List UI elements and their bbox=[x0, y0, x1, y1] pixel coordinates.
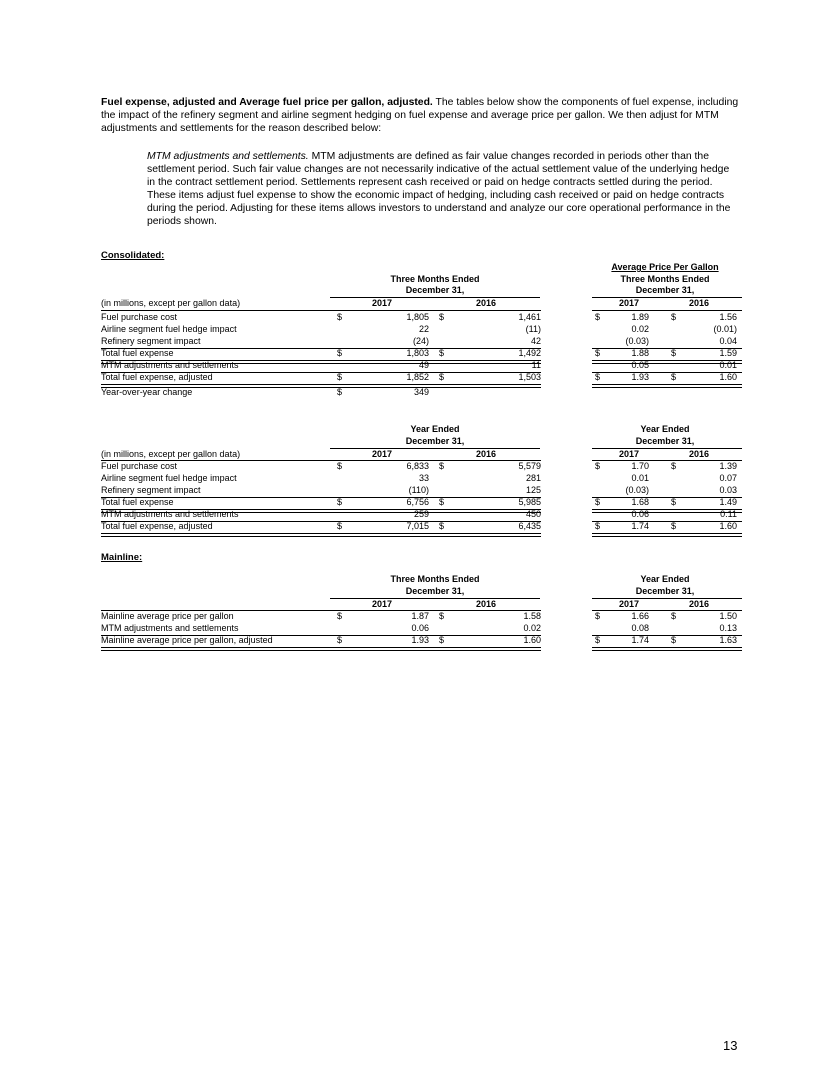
fy-price-period-header: Year Ended bbox=[640, 424, 690, 434]
q4-price-2016: 0.01 bbox=[719, 360, 737, 370]
currency-symbol: $ bbox=[337, 635, 343, 645]
currency-symbol: $ bbox=[439, 348, 445, 358]
fy-value-2016: 281 bbox=[525, 473, 541, 483]
fy-price-2016: 1.60 bbox=[719, 521, 737, 531]
fy-price-rule bbox=[592, 509, 742, 513]
currency-symbol: $ bbox=[671, 497, 677, 507]
currency-symbol: $ bbox=[671, 372, 677, 382]
fy-value-2017: 33 bbox=[418, 473, 429, 483]
fy-row bbox=[101, 461, 741, 472]
currency-symbol: $ bbox=[671, 312, 677, 322]
q4-price-column-rule bbox=[592, 310, 742, 311]
fy-value-2017: 6,833 bbox=[406, 461, 429, 471]
currency-symbol: $ bbox=[671, 461, 677, 471]
q4-price-period-header: Three Months Ended bbox=[620, 274, 710, 284]
q4-price-year-2017: 2017 bbox=[619, 298, 640, 308]
fy-row-label: Fuel purchase cost bbox=[101, 461, 178, 471]
currency-symbol: $ bbox=[337, 461, 343, 471]
q4-price-rule bbox=[592, 372, 742, 373]
ml-price-rule bbox=[592, 635, 742, 636]
q4-row-label: Total fuel expense, adjusted bbox=[101, 372, 213, 382]
fy-year-2016: 2016 bbox=[476, 449, 497, 459]
fy-price-2016: 1.49 bbox=[719, 497, 737, 507]
q4-row bbox=[101, 372, 741, 383]
ml-price-2016: 1.50 bbox=[719, 611, 737, 621]
currency-symbol: $ bbox=[595, 312, 601, 322]
fy-row bbox=[101, 521, 741, 532]
q4-value-2016: 42 bbox=[530, 336, 541, 346]
currency-symbol: $ bbox=[671, 348, 677, 358]
fy-column-header-row bbox=[101, 449, 741, 460]
currency-symbol: $ bbox=[439, 635, 445, 645]
fy-price-rule bbox=[592, 533, 742, 537]
ml-price-2017: 1.74 bbox=[631, 635, 649, 645]
ml-value-2016: 1.58 bbox=[523, 611, 541, 621]
q4-period-header: Three Months Ended bbox=[390, 274, 480, 284]
fy-rule bbox=[101, 533, 541, 537]
ml-price-year-2016: 2016 bbox=[689, 599, 710, 609]
fy-value-2016: 5,985 bbox=[518, 497, 541, 507]
ml-price-year-2017: 2017 bbox=[619, 599, 640, 609]
q4-price-rule bbox=[592, 360, 742, 364]
q4-year-2016: 2016 bbox=[476, 298, 497, 308]
avg-price-header: Average Price Per Gallon bbox=[611, 262, 719, 272]
ml-price-2017: 0.08 bbox=[631, 623, 649, 633]
fy-price-2017: 0.01 bbox=[631, 473, 649, 483]
ml-price-2016: 0.13 bbox=[719, 623, 737, 633]
fy-value-2016: 6,435 bbox=[518, 521, 541, 531]
fy-row bbox=[101, 485, 741, 496]
q4-price-year-2016: 2016 bbox=[689, 298, 710, 308]
q4-row-label: Airline segment fuel hedge impact bbox=[101, 324, 237, 334]
fy-price-2016: 0.03 bbox=[719, 485, 737, 495]
yoy-label: Year-over-year change bbox=[101, 387, 193, 397]
ml-row bbox=[101, 623, 741, 634]
fy-row bbox=[101, 473, 741, 484]
fy-value-2017: 259 bbox=[413, 509, 429, 519]
currency-symbol: $ bbox=[439, 497, 445, 507]
ml-column-header-row bbox=[101, 599, 741, 610]
fy-price-rule bbox=[592, 521, 742, 522]
q4-value-2017: 49 bbox=[418, 360, 429, 370]
currency-symbol: $ bbox=[595, 497, 601, 507]
currency-symbol: $ bbox=[671, 521, 677, 531]
fy-price-2017: (0.03) bbox=[625, 485, 649, 495]
ml-row bbox=[101, 611, 741, 622]
q4-value-2017: 1,852 bbox=[406, 372, 429, 382]
ml-year-2017: 2017 bbox=[372, 599, 393, 609]
q4-value-2017: (24) bbox=[412, 336, 429, 346]
fy-price-year-2016: 2016 bbox=[689, 449, 710, 459]
yoy-row bbox=[101, 387, 741, 398]
ml-rule bbox=[101, 635, 541, 636]
fy-year-2017: 2017 bbox=[372, 449, 393, 459]
currency-symbol: $ bbox=[337, 497, 343, 507]
ml-price-rule bbox=[592, 647, 742, 651]
q4-rule bbox=[101, 372, 541, 373]
currency-symbol: $ bbox=[337, 611, 343, 621]
q4-column-header-row bbox=[101, 298, 741, 309]
fy-value-2017: 6,756 bbox=[406, 497, 429, 507]
q4-price-2017: 1.93 bbox=[631, 372, 649, 382]
fy-rule bbox=[101, 497, 541, 498]
q4-price-2016: 1.60 bbox=[719, 372, 737, 382]
q4-price-2016: 0.04 bbox=[719, 336, 737, 346]
fy-rule bbox=[101, 521, 541, 522]
currency-symbol: $ bbox=[595, 372, 601, 382]
ml-value-2017: 1.93 bbox=[411, 635, 429, 645]
fy-row-label: Total fuel expense, adjusted bbox=[101, 521, 213, 531]
ml-row-label: MTM adjustments and settlements bbox=[101, 623, 239, 633]
ml-price-2017: 1.66 bbox=[631, 611, 649, 621]
q4-price-2017: 1.88 bbox=[631, 348, 649, 358]
fy-row-label: MTM adjustments and settlements bbox=[101, 509, 239, 519]
mtm-note-text: MTM adjustments are defined as fair value changes recorded in periods other than the settlement period. Such fair value changes are not necessarily indicative of the actual settlement value of the underlying hedge in the contract settlement period. Settlements represent cash received or paid on hedge contracts settled during the period. These items adjust fuel expense to show the economic impact of hedging, including cash received or paid on hedge contracts during the period. Adjusting for these items allows investors to understand and analyze our core operational performance in the periods shown. bbox=[147, 151, 731, 227]
fy-value-2017: 7,015 bbox=[406, 521, 429, 531]
q4-date-header: December 31, bbox=[405, 285, 465, 295]
fy-value-2016: 5,579 bbox=[518, 461, 541, 471]
fy-value-2017: (110) bbox=[408, 485, 429, 495]
q4-price-2016: 1.59 bbox=[719, 348, 737, 358]
ml-q4-date-header: December 31, bbox=[405, 586, 465, 596]
currency-symbol: $ bbox=[439, 372, 445, 382]
currency-symbol: $ bbox=[671, 611, 677, 621]
fy-row-label: Refinery segment impact bbox=[101, 485, 201, 495]
q4-row bbox=[101, 348, 741, 359]
fy-price-rule bbox=[592, 497, 742, 498]
ml-value-2016: 0.02 bbox=[523, 623, 541, 633]
ml-rule bbox=[101, 647, 541, 651]
ml-row bbox=[101, 635, 741, 646]
currency-symbol: $ bbox=[337, 372, 343, 382]
q4-value-2016: 11 bbox=[531, 360, 541, 370]
intro-heading: Fuel expense, adjusted and Average fuel price per gallon, adjusted. bbox=[101, 97, 433, 108]
ml-price-2016: 1.63 bbox=[719, 635, 737, 645]
currency-symbol: $ bbox=[439, 461, 445, 471]
currency-symbol: $ bbox=[595, 461, 601, 471]
currency-symbol: $ bbox=[337, 387, 343, 397]
intro-text: The tables below show the components of fuel expense, including the impact of the refinery segment and airline segment hedging on fuel expense and average price per gallon. We then adjust for MTM adjustments and settlements for the reason described below: bbox=[101, 97, 739, 134]
ml-value-2017: 0.06 bbox=[411, 623, 429, 633]
q4-value-2016: 1,461 bbox=[518, 312, 541, 322]
q4-value-2016: 1,503 bbox=[518, 372, 541, 382]
q4-row bbox=[101, 312, 741, 323]
q4-price-2017: 1.89 bbox=[631, 312, 649, 322]
q4-year-2017: 2017 bbox=[372, 298, 393, 308]
fy-price-2017: 0.06 bbox=[631, 509, 649, 519]
fy-row bbox=[101, 497, 741, 508]
q4-value-2017: 22 bbox=[418, 324, 429, 334]
fy-value-2016: 450 bbox=[525, 509, 541, 519]
q4-value-2016: 1,492 bbox=[518, 348, 541, 358]
fy-row-label: Total fuel expense bbox=[101, 497, 174, 507]
ml-row-label: Mainline average price per gallon, adjusted bbox=[101, 635, 273, 645]
q4-price-date-header: December 31, bbox=[635, 285, 695, 295]
q4-value-2017: 1,805 bbox=[406, 312, 429, 322]
q4-price-2016: (0.01) bbox=[713, 324, 737, 334]
q4-price-2017: (0.03) bbox=[625, 336, 649, 346]
fy-price-2017: 1.68 bbox=[631, 497, 649, 507]
ml-year-2016: 2016 bbox=[476, 599, 497, 609]
fy-price-2017: 1.74 bbox=[631, 521, 649, 531]
q4-price-2017: 0.05 bbox=[631, 360, 649, 370]
fy-price-2016: 0.07 bbox=[719, 473, 737, 483]
q4-row-label: MTM adjustments and settlements bbox=[101, 360, 239, 370]
mainline-label: Mainline: bbox=[101, 552, 143, 563]
mtm-note bbox=[147, 150, 737, 228]
fy-price-2017: 1.70 bbox=[631, 461, 649, 471]
currency-symbol: $ bbox=[439, 521, 445, 531]
fy-price-date-header: December 31, bbox=[635, 436, 695, 446]
q4-price-2016: 1.56 bbox=[719, 312, 737, 322]
currency-symbol: $ bbox=[595, 521, 601, 531]
currency-symbol: $ bbox=[439, 312, 445, 322]
currency-symbol: $ bbox=[439, 611, 445, 621]
ml-row-label: Mainline average price per gallon bbox=[101, 611, 234, 621]
currency-symbol: $ bbox=[671, 635, 677, 645]
currency-symbol: $ bbox=[337, 312, 343, 322]
consolidated-label: Consolidated: bbox=[101, 250, 165, 261]
currency-symbol: $ bbox=[337, 348, 343, 358]
fy-units-label: (in millions, except per gallon data) bbox=[101, 449, 241, 459]
mtm-note-heading: MTM adjustments and settlements. bbox=[147, 151, 309, 162]
q4-rule bbox=[101, 360, 541, 364]
ml-fy-period-header: Year Ended bbox=[640, 574, 690, 584]
units-label: (in millions, except per gallon data) bbox=[101, 298, 241, 308]
ml-fy-date-header: December 31, bbox=[635, 586, 695, 596]
q4-row bbox=[101, 336, 741, 347]
q4-value-2016: (11) bbox=[525, 324, 541, 334]
q4-row-label: Total fuel expense bbox=[101, 348, 174, 358]
fy-row-label: Airline segment fuel hedge impact bbox=[101, 473, 237, 483]
q4-price-rule bbox=[592, 348, 742, 349]
fy-price-2016: 1.39 bbox=[719, 461, 737, 471]
q4-price-2017: 0.02 bbox=[631, 324, 649, 334]
ml-q4-period-header: Three Months Ended bbox=[390, 574, 480, 584]
fy-date-header: December 31, bbox=[405, 436, 465, 446]
fy-rule bbox=[101, 509, 541, 513]
yoy-value-2017: 349 bbox=[413, 387, 429, 397]
currency-symbol: $ bbox=[595, 611, 601, 621]
fy-price-year-2017: 2017 bbox=[619, 449, 640, 459]
q4-row bbox=[101, 324, 741, 335]
q4-rule bbox=[101, 348, 541, 349]
fy-price-2016: 0.11 bbox=[720, 509, 737, 519]
ml-value-2016: 1.60 bbox=[523, 635, 541, 645]
intro-paragraph bbox=[101, 96, 741, 135]
fy-period-header: Year Ended bbox=[410, 424, 460, 434]
currency-symbol: $ bbox=[595, 635, 601, 645]
fy-value-2016: 125 bbox=[525, 485, 541, 495]
ml-value-2017: 1.87 bbox=[411, 611, 429, 621]
q4-column-rule bbox=[101, 310, 541, 311]
q4-row-label: Fuel purchase cost bbox=[101, 312, 178, 322]
q4-row-label: Refinery segment impact bbox=[101, 336, 201, 346]
page-number: 13 bbox=[723, 1038, 738, 1053]
q4-value-2017: 1,803 bbox=[406, 348, 429, 358]
currency-symbol: $ bbox=[337, 521, 343, 531]
currency-symbol: $ bbox=[595, 348, 601, 358]
